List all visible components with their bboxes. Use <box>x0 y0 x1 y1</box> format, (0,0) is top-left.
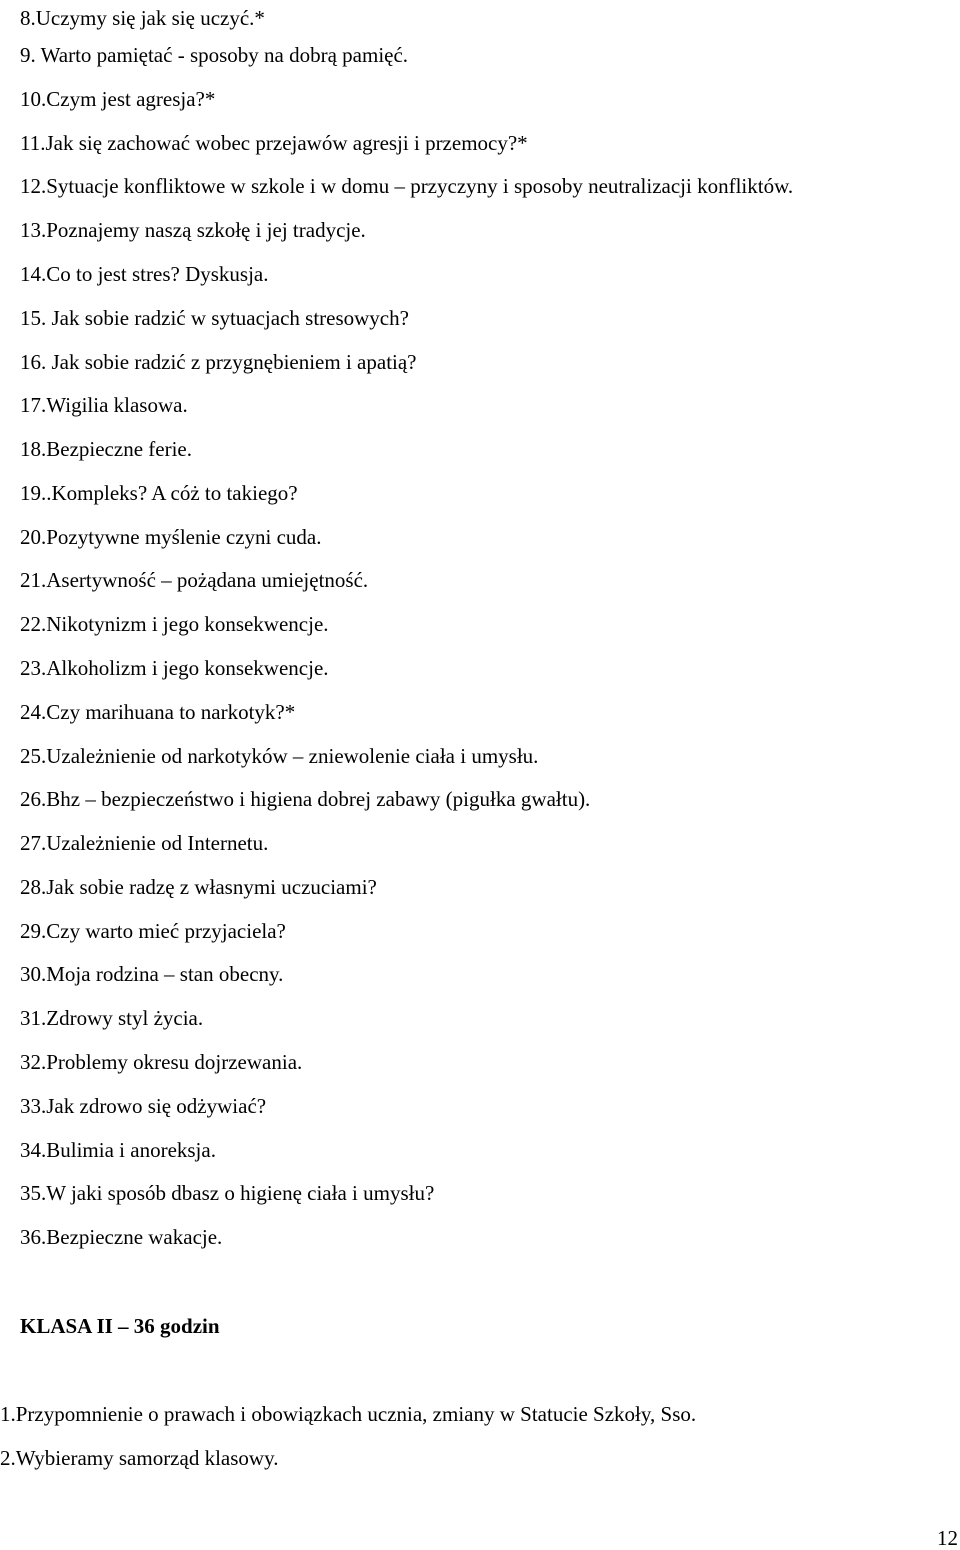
list-item-22 <box>20 612 329 636</box>
item-text: Bezpieczne ferie. <box>46 437 192 461</box>
item-text: Alkoholizm i jego konsekwencje. <box>46 656 329 680</box>
item-number: 31. <box>20 1006 47 1030</box>
item-text: Uczymy się jak się uczyć.* <box>35 6 265 30</box>
item-number: 1. <box>0 1402 16 1426</box>
list-item-25 <box>20 744 538 768</box>
item-text: .Kompleks? A cóż to takiego? <box>46 481 298 505</box>
item-text: Sytuacje konfliktowe w szkole i w domu – przyczyny i sposoby neutralizacji konfliktów. <box>46 174 794 198</box>
section-heading: KLASA II – 36 godzin <box>20 1314 220 1338</box>
item-number: 25. <box>20 744 47 768</box>
item-number: 18. <box>20 437 47 461</box>
list-item-klasa2-1 <box>0 1402 696 1426</box>
list-item-klasa2-2 <box>0 1446 278 1470</box>
item-number: 33. <box>20 1094 47 1118</box>
list-item-12 <box>20 174 793 198</box>
item-number: 29. <box>20 919 47 943</box>
item-number: 16. <box>20 350 47 374</box>
item-number: 12. <box>20 174 47 198</box>
list-item-35 <box>20 1181 434 1205</box>
item-text: Wigilia klasowa. <box>46 393 188 417</box>
list-item-26 <box>20 787 590 811</box>
item-text: Jak się zachować wobec przejawów agresji i przemocy?* <box>45 131 528 155</box>
list-item-23 <box>20 656 329 680</box>
list-item-10 <box>20 87 215 111</box>
item-number: 24. <box>20 700 47 724</box>
list-item-11 <box>20 131 528 155</box>
list-item-9 <box>20 43 408 67</box>
item-number: 35. <box>20 1181 47 1205</box>
item-text: Poznajemy naszą szkołę i jej tradycje. <box>46 218 366 242</box>
list-item-18 <box>20 437 192 461</box>
item-number: 11. <box>20 131 46 155</box>
item-number: 21. <box>20 568 47 592</box>
list-item-20 <box>20 525 322 549</box>
list-item-24 <box>20 700 295 724</box>
item-text: Jak sobie radzić z przygnębieniem i apatią? <box>46 350 417 374</box>
item-number: 9. <box>20 43 36 67</box>
item-text: Pozytywne myślenie czyni cuda. <box>46 525 322 549</box>
item-number: 26. <box>20 787 47 811</box>
list-item-36 <box>20 1225 222 1249</box>
list-item-34 <box>20 1138 216 1162</box>
item-text: Bulimia i anoreksja. <box>46 1138 216 1162</box>
list-item-33 <box>20 1094 266 1118</box>
item-number: 8. <box>20 6 36 30</box>
list-item-30 <box>20 962 283 986</box>
item-text: Przypomnienie o prawach i obowiązkach ucznia, zmiany w Statucie Szkoły, Sso. <box>15 1402 697 1426</box>
list-item-29 <box>20 919 286 943</box>
list-item-19 <box>20 481 298 505</box>
page-number: 12 <box>937 1526 958 1550</box>
list-item-13 <box>20 218 366 242</box>
list-item-27 <box>20 831 268 855</box>
item-text: Co to jest stres? Dyskusja. <box>46 262 269 286</box>
list-item-32 <box>20 1050 302 1074</box>
item-text: Problemy okresu dojrzewania. <box>46 1050 303 1074</box>
item-number: 2. <box>0 1446 16 1470</box>
item-text: Bhz – bezpieczeństwo i higiena dobrej zabawy (pigułka gwałtu). <box>46 787 591 811</box>
item-text: Asertywność – pożądana umiejętność. <box>46 568 369 592</box>
item-number: 10. <box>20 87 47 111</box>
item-number: 34. <box>20 1138 47 1162</box>
item-text: Jak sobie radzę z własnymi uczuciami? <box>46 875 377 899</box>
item-text: Bezpieczne wakacje. <box>46 1225 223 1249</box>
item-number: 13. <box>20 218 47 242</box>
item-number: 17. <box>20 393 47 417</box>
list-item-21 <box>20 568 368 592</box>
list-item-14 <box>20 262 268 286</box>
list-item-15 <box>20 306 409 330</box>
list-item-31 <box>20 1006 203 1030</box>
item-number: 36. <box>20 1225 47 1249</box>
item-number: 23. <box>20 656 47 680</box>
item-text: Nikotynizm i jego konsekwencje. <box>46 612 329 636</box>
item-number: 15. <box>20 306 47 330</box>
item-text: Czym jest agresja?* <box>46 87 216 111</box>
list-item-28 <box>20 875 377 899</box>
item-text: Czy warto mieć przyjaciela? <box>46 919 286 943</box>
item-text: Zdrowy styl życia. <box>46 1006 204 1030</box>
item-text: Uzależnienie od narkotyków – zniewolenie ciała i umysłu. <box>46 744 539 768</box>
item-text: Warto pamiętać - sposoby na dobrą pamięć. <box>35 43 409 67</box>
item-text: Jak zdrowo się odżywiać? <box>46 1094 267 1118</box>
item-text: Moja rodzina – stan obecny. <box>46 962 284 986</box>
item-text: Wybieramy samorząd klasowy. <box>15 1446 279 1470</box>
item-number: 28. <box>20 875 47 899</box>
list-item-16 <box>20 350 417 374</box>
item-number: 22. <box>20 612 47 636</box>
item-text: Jak sobie radzić w sytuacjach stresowych? <box>46 306 409 330</box>
item-number: 20. <box>20 525 47 549</box>
list-item-8 <box>20 6 265 30</box>
item-number: 32. <box>20 1050 47 1074</box>
item-text: Czy marihuana to narkotyk?* <box>46 700 296 724</box>
item-text: Uzależnienie od Internetu. <box>46 831 269 855</box>
item-number: 19. <box>20 481 47 505</box>
list-item-17 <box>20 393 188 417</box>
item-number: 27. <box>20 831 47 855</box>
item-text: W jaki sposób dbasz o higienę ciała i umysłu? <box>46 1181 435 1205</box>
item-number: 14. <box>20 262 47 286</box>
item-number: 30. <box>20 962 47 986</box>
